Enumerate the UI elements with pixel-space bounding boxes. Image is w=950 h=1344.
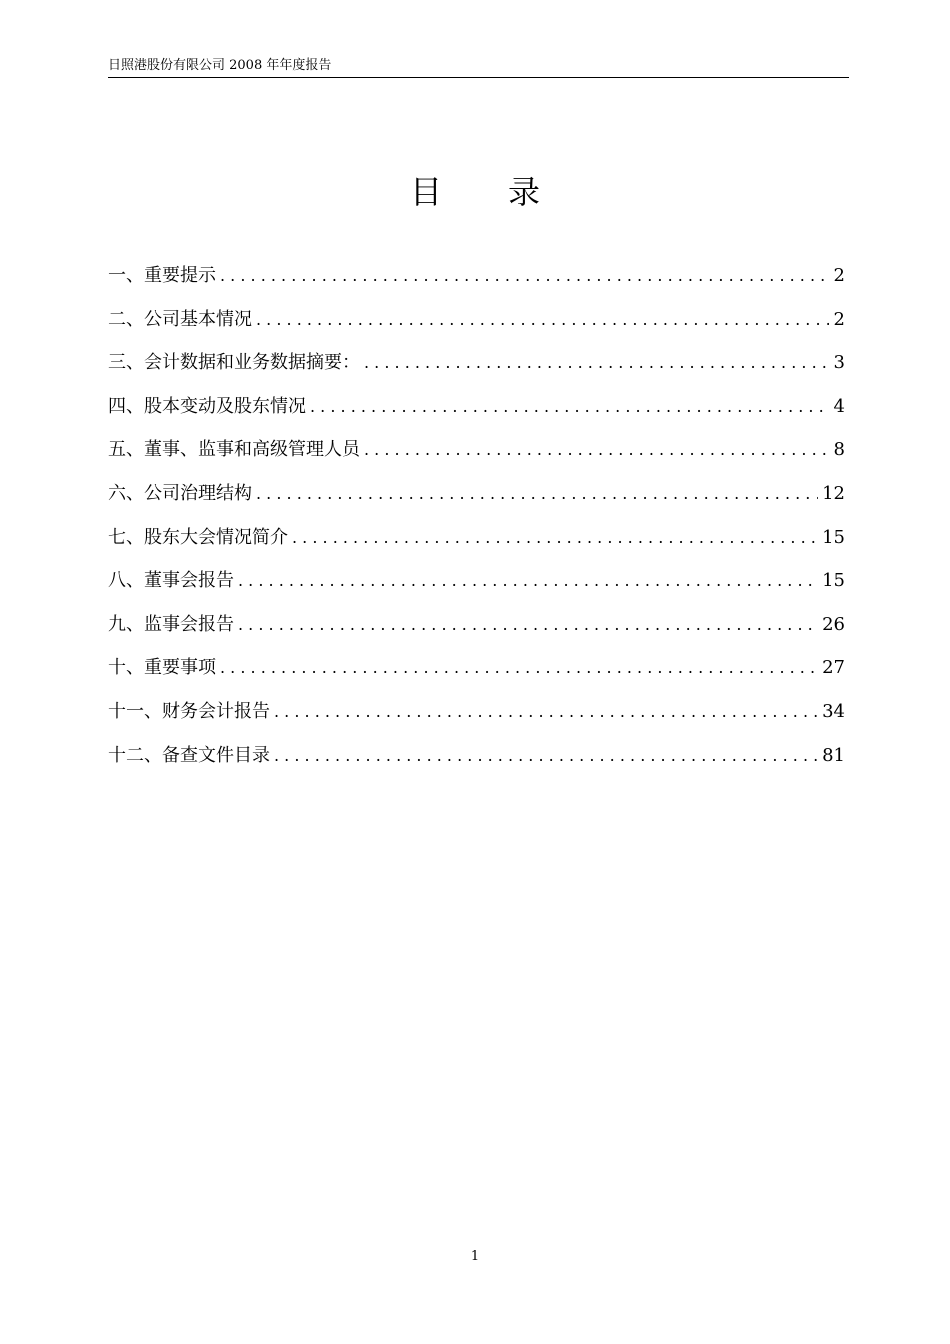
toc-entry-label: 八、董事会报告 <box>108 570 234 592</box>
toc-entry-label: 二、公司基本情况 <box>108 308 252 330</box>
toc-entry-page: 15 <box>822 526 845 548</box>
toc-entry-label: 七、股东大会情况简介 <box>108 526 288 548</box>
toc-dot-leader <box>292 520 818 556</box>
toc-entry[interactable] <box>108 650 845 694</box>
page-footer <box>0 1248 950 1266</box>
toc-entry[interactable] <box>108 302 845 346</box>
toc-entry-label: 十一、财务会计报告 <box>108 700 270 722</box>
toc-entry-page: 81 <box>822 744 845 766</box>
running-header <box>108 57 849 78</box>
toc-title <box>0 172 950 212</box>
toc-entry-label: 一、重要提示 <box>108 265 216 286</box>
toc-dot-leader <box>364 345 829 381</box>
toc-dot-leader <box>274 738 818 774</box>
toc-entry[interactable] <box>108 258 845 302</box>
toc-dot-leader <box>238 563 818 599</box>
toc-entry[interactable] <box>108 607 845 651</box>
toc-dot-leader <box>310 389 829 425</box>
toc-entry[interactable] <box>108 345 845 389</box>
toc-entry-page: 3 <box>833 352 845 374</box>
toc-entry[interactable] <box>108 432 845 476</box>
toc-title-char-1: 目 <box>409 173 442 211</box>
toc-entry-label: 十、重要事项 <box>108 657 216 679</box>
toc-entry-page: 4 <box>833 395 845 417</box>
toc-entry-page: 2 <box>833 308 845 330</box>
toc-entry[interactable] <box>108 389 845 433</box>
toc-dot-leader <box>256 476 818 512</box>
toc-entry-page: 8 <box>833 439 845 461</box>
toc-entry[interactable] <box>108 694 845 738</box>
toc-entry-page: 26 <box>822 613 845 635</box>
toc-entry-label: 九、监事会报告 <box>108 613 234 635</box>
header-text: 日照港股份有限公司 2008 年年度报告 <box>108 58 332 73</box>
toc-entry-page: 27 <box>822 657 845 679</box>
toc-entry[interactable] <box>108 738 845 782</box>
toc-entry-page: 15 <box>822 570 845 592</box>
toc-dot-leader <box>364 432 829 468</box>
toc-entry-page: 2 <box>833 265 845 286</box>
toc-entry-label: 六、公司治理结构 <box>108 482 252 504</box>
toc-dot-leader <box>220 650 818 686</box>
toc-entry-label: 四、股本变动及股东情况 <box>108 395 306 417</box>
toc-dot-leader <box>256 302 829 338</box>
toc-entry-label: 十二、备查文件目录 <box>108 744 270 766</box>
toc-entry[interactable] <box>108 520 845 564</box>
table-of-contents <box>108 258 845 781</box>
toc-entry[interactable] <box>108 476 845 520</box>
toc-title-char-2: 录 <box>508 173 541 211</box>
toc-dot-leader <box>238 607 818 643</box>
toc-entry-label: 五、董事、监事和高级管理人员 <box>108 439 360 461</box>
toc-entry-label: 三、会计数据和业务数据摘要： <box>108 352 360 374</box>
toc-entry-page: 34 <box>822 700 845 722</box>
page-number: 1 <box>470 1249 480 1264</box>
toc-dot-leader <box>220 258 829 294</box>
toc-entry-page: 12 <box>822 482 845 504</box>
toc-dot-leader <box>274 694 818 730</box>
toc-entry[interactable] <box>108 563 845 607</box>
